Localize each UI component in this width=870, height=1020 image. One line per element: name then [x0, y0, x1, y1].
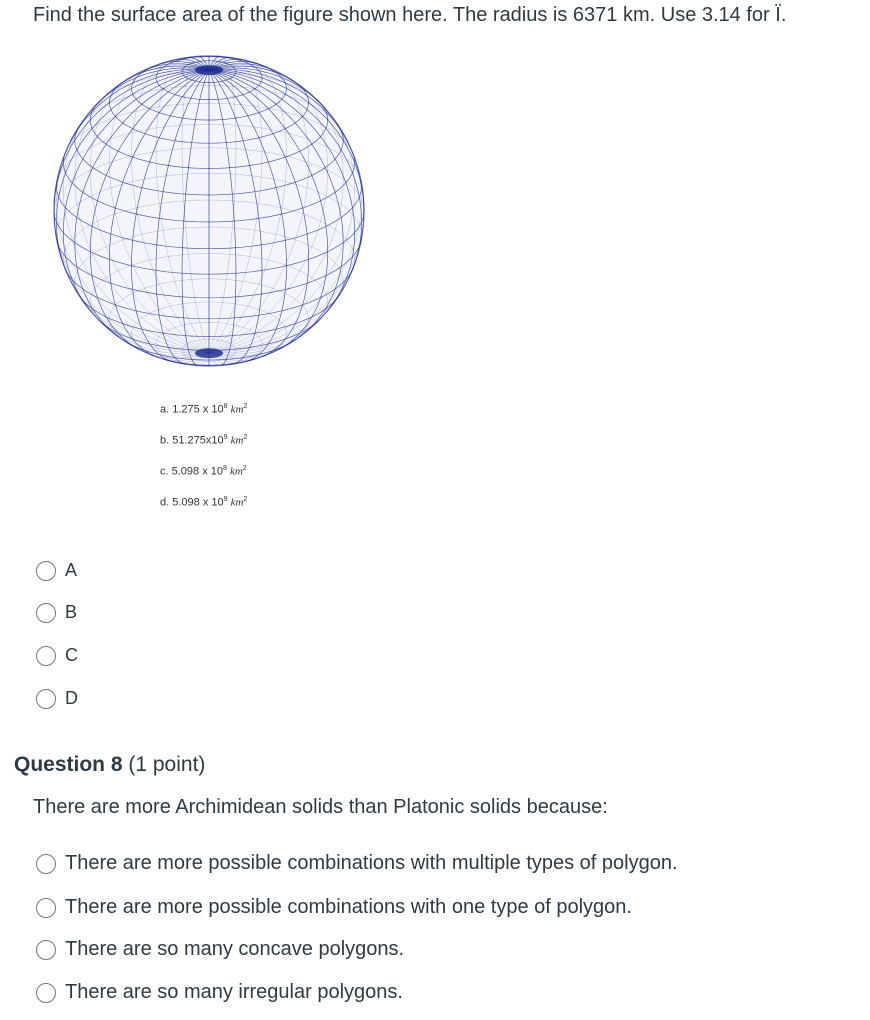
- radio-button-icon[interactable]: [36, 854, 56, 874]
- q8-option-4[interactable]: [36, 981, 403, 1004]
- q7-option-a-label: A: [65, 560, 78, 580]
- q7-option-b-label: B: [65, 602, 78, 622]
- image-choice-a: a. 1.275 x $10^8$ $km^2$: [160, 403, 248, 416]
- radio-button-icon[interactable]: [36, 983, 56, 1003]
- q7-option-c-label: C: [65, 645, 78, 665]
- image-choice-b: b. $51.275x10^9$ $km^2$: [160, 434, 248, 447]
- q8-option-2[interactable]: [36, 896, 632, 919]
- radio-button-icon[interactable]: [36, 689, 56, 709]
- radio-button-icon[interactable]: [36, 646, 56, 666]
- sphere-pole: [195, 65, 223, 75]
- radio-button-icon[interactable]: [36, 603, 56, 623]
- q8-option-4-label: There are so many irregular polygons.: [65, 981, 403, 1003]
- q7-option-d-label: D: [65, 688, 78, 708]
- question-8-prompt: There are more Archimidean solids than Platonic solids because:: [33, 796, 608, 818]
- image-choice-c: c. 5.098 x $10^8$ $km^2$: [160, 465, 247, 478]
- radio-button-icon[interactable]: [36, 898, 56, 918]
- sphere-pole: [195, 348, 223, 358]
- sphere-figure: [48, 50, 370, 372]
- q8-option-3-label: There are so many concave polygons.: [65, 938, 405, 960]
- image-choice-d: d. 5.098 x $10^9$ $km^2$: [160, 496, 248, 509]
- q8-option-1-label: There are more possible combinations with multiple types of polygon.: [65, 852, 678, 874]
- q7-option-b[interactable]: [36, 602, 77, 623]
- question-number: Question 8: [14, 753, 123, 776]
- q7-option-a[interactable]: [36, 560, 77, 581]
- wireframe-sphere-image: [48, 50, 370, 372]
- radio-button-icon[interactable]: [36, 561, 56, 581]
- answer-choices-image: [160, 403, 247, 527]
- q7-option-d[interactable]: [36, 688, 78, 709]
- q8-option-2-label: There are more possible combinations with one type of polygon.: [65, 896, 632, 918]
- q8-option-3[interactable]: [36, 938, 404, 961]
- radio-button-icon[interactable]: [36, 940, 56, 960]
- q7-option-c[interactable]: [36, 645, 78, 666]
- question-8-header: [14, 753, 205, 777]
- question-7-prompt: Find the surface area of the figure shown here. The radius is 6371 km. Use 3.14 for Ï.: [33, 4, 787, 26]
- question-points: (1 point): [128, 753, 206, 776]
- q8-option-1[interactable]: [36, 852, 678, 875]
